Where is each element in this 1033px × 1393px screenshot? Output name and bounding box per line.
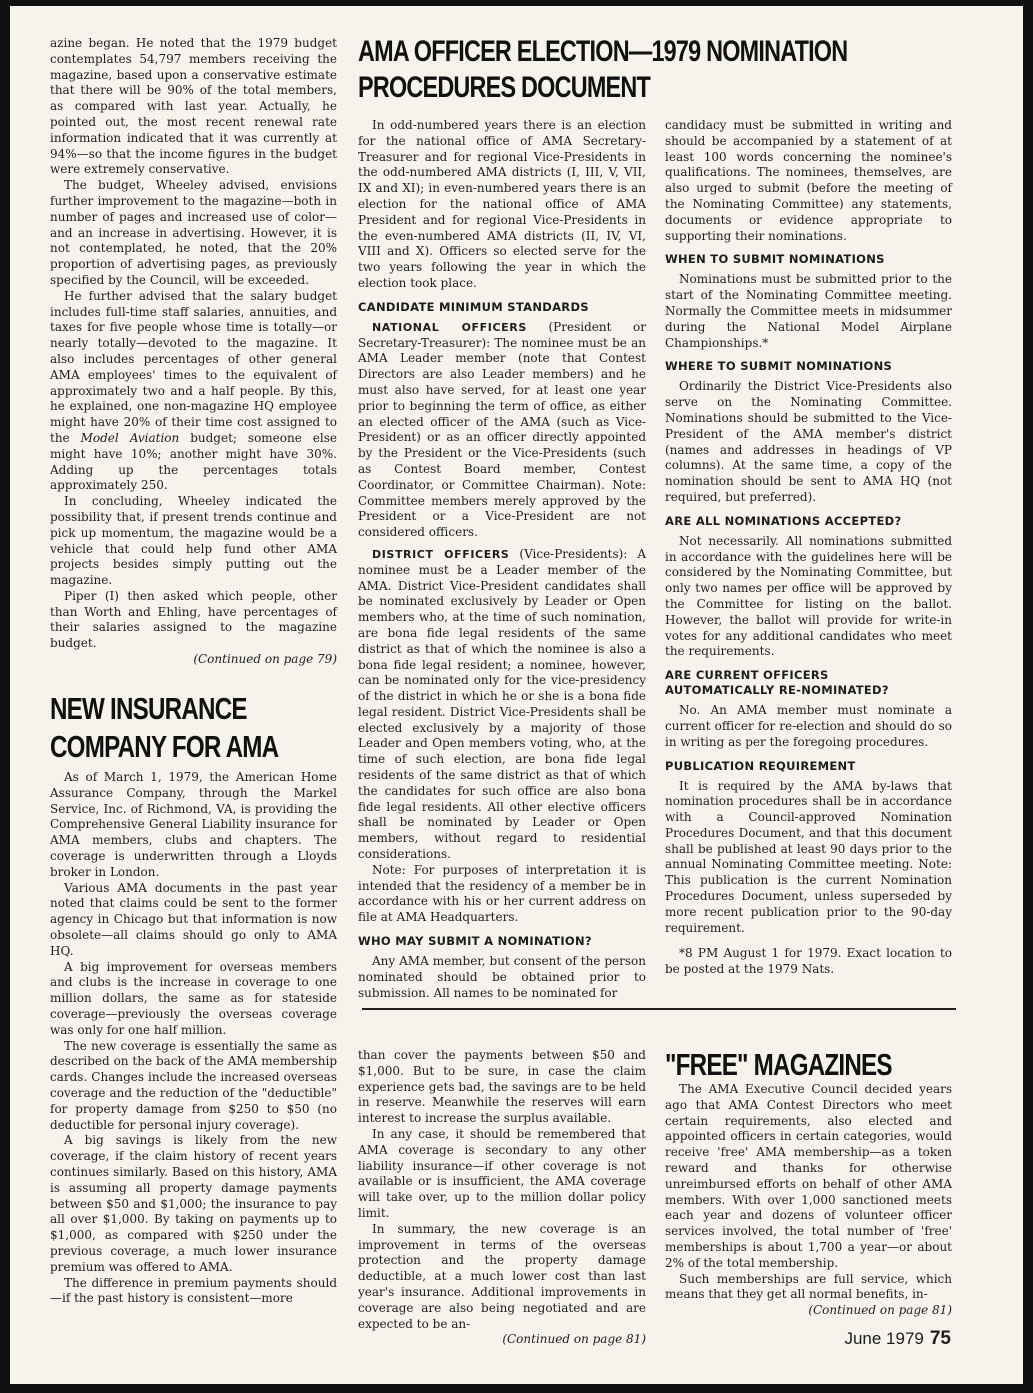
election-headline [358, 34, 998, 106]
section-divider [362, 1008, 956, 1010]
budget-article-continuation [50, 36, 337, 668]
headline-line: PROCEDURES DOCUMENT [358, 71, 651, 104]
paragraph: In any case, it should be remembered that AMA coverage is secondary to any other liability insurance—if other coverage is not available or is insufficient, the AMA coverage will take over, up to the million dollar policy limit. [358, 1126, 646, 1220]
continued-line: (Continued on page 81) [808, 1303, 952, 1318]
section-heading: ARE ALL NOMINATIONS ACCEPTED? [665, 513, 902, 528]
paragraph: He further advised that the salary budget includes full-time staff salaries, annuities, and taxes for five people whose time is totally—or nearly totally—devoted to the magazine. It also includes percentages of other general AMA employees' times to the equivalent of approximately two and a half people. By this, he explained, one non-magazine HQ employee might have 20% of their time cost assigned to the Model Aviation budget; someone else might have 10%; another might have 30%. Adding up the percentages totals approximately 250. [50, 288, 337, 493]
free-magazines-headline [665, 1046, 955, 1084]
insurance-headline [50, 690, 350, 766]
section-heading: WHO MAY SUBMIT A NOMINATION? [358, 934, 592, 949]
magazine-title: Model Aviation [80, 430, 180, 445]
magazine-page [10, 6, 1023, 1384]
election-column-left [358, 118, 646, 1001]
paragraph: The budget, Wheeley advised, envisions further improvement to the magazine—both in number of pages and increased use of color—and an increase in advertising. However, it is not contemplated, he noted, that the 20% proportion of advertising pages, as previously specified by the Council, will be exceeded. [50, 178, 337, 287]
continued-line: (Continued on page 81) [502, 1332, 646, 1347]
section-heading: WHERE TO SUBMIT NOMINATIONS [665, 359, 893, 374]
run-in-heading: DISTRICT OFFICERS [372, 547, 510, 561]
section-heading: ARE CURRENT OFFICERS [665, 668, 829, 683]
section-heading: WHEN TO SUBMIT NOMINATIONS [665, 252, 885, 267]
page-folio [844, 1328, 951, 1350]
paragraph: The difference in premium payments should—if the past history is consistent—more [50, 1275, 337, 1306]
paragraph: The AMA Executive Council decided years ago that AMA Contest Directors who meet certain requirements, also elected and appointed officers in certain categories, would receive 'free' AMA membership—as a token reward and thanks for otherwise unreimbursed efforts on behalf of other AMA members. With over 1,000 sanctioned meets each year and dozens of volunteer officer services involved, the total number of 'free' memberships is about 1,700 a year—or about 2% of the total membership. [665, 1082, 952, 1270]
paragraph: azine began. He noted that the 1979 budget contemplates 54,797 members receiving the magazine, based upon a conservative estimate that there will be 90% of the total members, as compared with last year. Actually, he pointed out, the most recent renewal rate information indicated that it was currently at 94%—so that the income figures in the budget were extremely conservative. [50, 36, 337, 177]
issue-date: June 1979 [844, 1329, 924, 1348]
paragraph: NATIONAL OFFICERS (President or Secretary-Treasurer): The nominee must be an AMA Leader member (note that Contest Directors are also Leader members) and he must also have served, for at least one year prior to beginning the term of office, as either an elected officer of the AMA (such as Vice-President) or as an officer directly appointed by the President or the Vice-Presidents (such as Contest Board member, Contest Coordinator, or Committee Chairman). Note: Committee members merely approved by the President or a Vice-President are not considered officers. [358, 319, 646, 540]
headline-line: AMA OFFICER ELECTION—1979 NOMINATION [358, 35, 848, 68]
paragraph: A big savings is likely from the new coverage, if the claim history of recent years continues similarly. Based on this history, AMA is assuming all property damage payments between $50 and $1,000; the insurance to pay all over $1,000. By taking on payments up to $1,000, as compared with $250 under the previous coverage, a much lower insurance premium was offered to AMA. [50, 1133, 337, 1274]
paragraph: than cover the payments between $50 and $1,000. But to be sure, in case the claim experience gets bad, the savings are to be held in reserve. Meanwhile the reserves will earn interest to increase the surplus available. [358, 1048, 646, 1126]
paragraph: candidacy must be submitted in writing and should be accompanied by a statement of at least 100 words concerning the nominee's qualifications. The nominees, themselves, are also urged to submit (before the meeting of the Nominating Committee) any statements, documents or evidence appropriate to supporting their nominations. [665, 118, 952, 243]
headline: "FREE" MAGAZINES [665, 1047, 892, 1082]
paragraph: Such memberships are full service, which means that they get all normal benefits, in- [665, 1271, 952, 1302]
paragraph: Not necessarily. All nominations submitted in accordance with the guidelines here will be considered by the Nominating Committee, but only two names per office will be approved by the Committee for listing on the ballot. However, the ballot will provide for write-in votes for any additional candidates who meet the requirements. [665, 533, 952, 659]
headline: NEW INSURANCE COMPANY FOR AMA [50, 691, 279, 764]
section-heading: PUBLICATION REQUIREMENT [665, 758, 856, 773]
footnote: *8 PM August 1 for 1979. Exact location to be posted at the 1979 Nats. [665, 946, 952, 977]
paragraph: Any AMA member, but consent of the person nominated should be obtained prior to submission. All names to be nominated for [358, 954, 646, 1000]
election-column-right [665, 118, 952, 978]
paragraph: DISTRICT OFFICERS (Vice-Presidents): A nominee must be a Leader member of the AMA. District Vice-President candidates shall be nominated exclusively by Leader or Open members who, at the time of such nomination, are bona fide legal residents of the same district as that of which the nominee is also a bona fide legal resident; a nominee, however, can be nominated only for the vice-presidency of the district in which he or she is a bona fide legal resident. District Vice-Presidents shall be elected exclusively by a majority of those Leader and Open members voting, who, at the time of such election, are bona fide legal residents of the same district as that of which the candidates for such office are also bona fide legal residents. All other elective officers shall be nominated by Leader or Open members, without regard to residential considerations. [358, 546, 646, 862]
section-heading: CANDIDATE MINIMUM STANDARDS [358, 299, 589, 314]
paragraph: Note: For purposes of interpretation it is intended that the residency of a member be in accordance with his or her current address on file at AMA Headquarters. [358, 862, 646, 925]
paragraph: In summary, the new coverage is an improvement in terms of the overseas protection and the property damage deductible, at a much lower cost than last year's insurance. Additional improvements in coverage are also being negotiated and are expected to be an- [358, 1221, 646, 1331]
paragraph: It is required by the AMA by-laws that nomination procedures shall be in accordance with a Council-approved Nomination Procedures Document, and that this document shall be published at least 90 days prior to the annual Nominating Committee meeting. Note: This publication is the current Nomination Procedures Document, unless superseded by more recent publication prior to the 90-day requirement. [665, 778, 952, 935]
paragraph: The new coverage is essentially the same as described on the back of the AMA membership cards. Changes include the increased overseas coverage and the reduction of the "deductible" for property damage from $250 to $50 (no deductible for personal injury coverage). [50, 1038, 337, 1132]
paragraph: As of March 1, 1979, the American Home Assurance Company, through the Markel Service, Inc. of Richmond, VA, is providing the Comprehensive General Liability insurance for AMA members, clubs and chapters. The coverage is underwritten through a Lloyds broker in London. [50, 770, 337, 879]
paragraph: Piper (I) then asked which people, other than Worth and Ehling, have percentages of their salaries assigned to the magazine budget. [50, 588, 337, 651]
paragraph: A big improvement for overseas members and clubs is the increase in coverage to one million dollars, the same as for stateside coverage—previously the overseas coverage was only for one half million. [50, 959, 337, 1037]
section-heading: AUTOMATICALLY RE-NOMINATED? [665, 683, 889, 698]
paragraph: Various AMA documents in the past year noted that claims could be sent to the former agency in Chicago but that information is now obsolete—all claims should go only to AMA HQ. [50, 880, 337, 958]
continued-line: (Continued on page 79) [193, 652, 337, 667]
paragraph: In concluding, Wheeley indicated the possibility that, if present trends continue and pick up momentum, the magazine would be a vehicle that could help fund other AMA projects besides simply putting out the magazine. [50, 494, 337, 588]
page-number: 75 [929, 1328, 951, 1349]
run-in-heading: NATIONAL OFFICERS [372, 320, 527, 334]
free-magazines-column [665, 1082, 952, 1319]
insurance-column-right [358, 1048, 646, 1348]
paragraph: In odd-numbered years there is an election for the national office of AMA Secretary-Treasurer and for regional Vice-Presidents in the odd-numbered AMA districts (I, III, V, VII, IX and XI); in even-numbered years there is an election for the national office of AMA President and for regional Vice-Presidents in the even-numbered AMA districts (II, IV, VI, VIII and X). Officers so elected serve for the two years following the year in which the election took place. [358, 118, 646, 290]
insurance-column-left [50, 770, 337, 1307]
paragraph: Ordinarily the District Vice-Presidents also serve on the Nominating Committee. Nominations should be submitted to the Vice-President of the AMA member's district (names and addresses in headings of VP columns). At the same time, a copy of the nomination should be sent to AMA HQ (not required, but preferred). [665, 379, 952, 504]
paragraph: No. An AMA member must nominate a current officer for re-election and should do so in writing as per the foregoing procedures. [665, 703, 952, 749]
paragraph: Nominations must be submitted prior to the start of the Nominating Committee meeting. Normally the Committee meets in midsummer during the National Model Airplane Championships.* [665, 272, 952, 350]
